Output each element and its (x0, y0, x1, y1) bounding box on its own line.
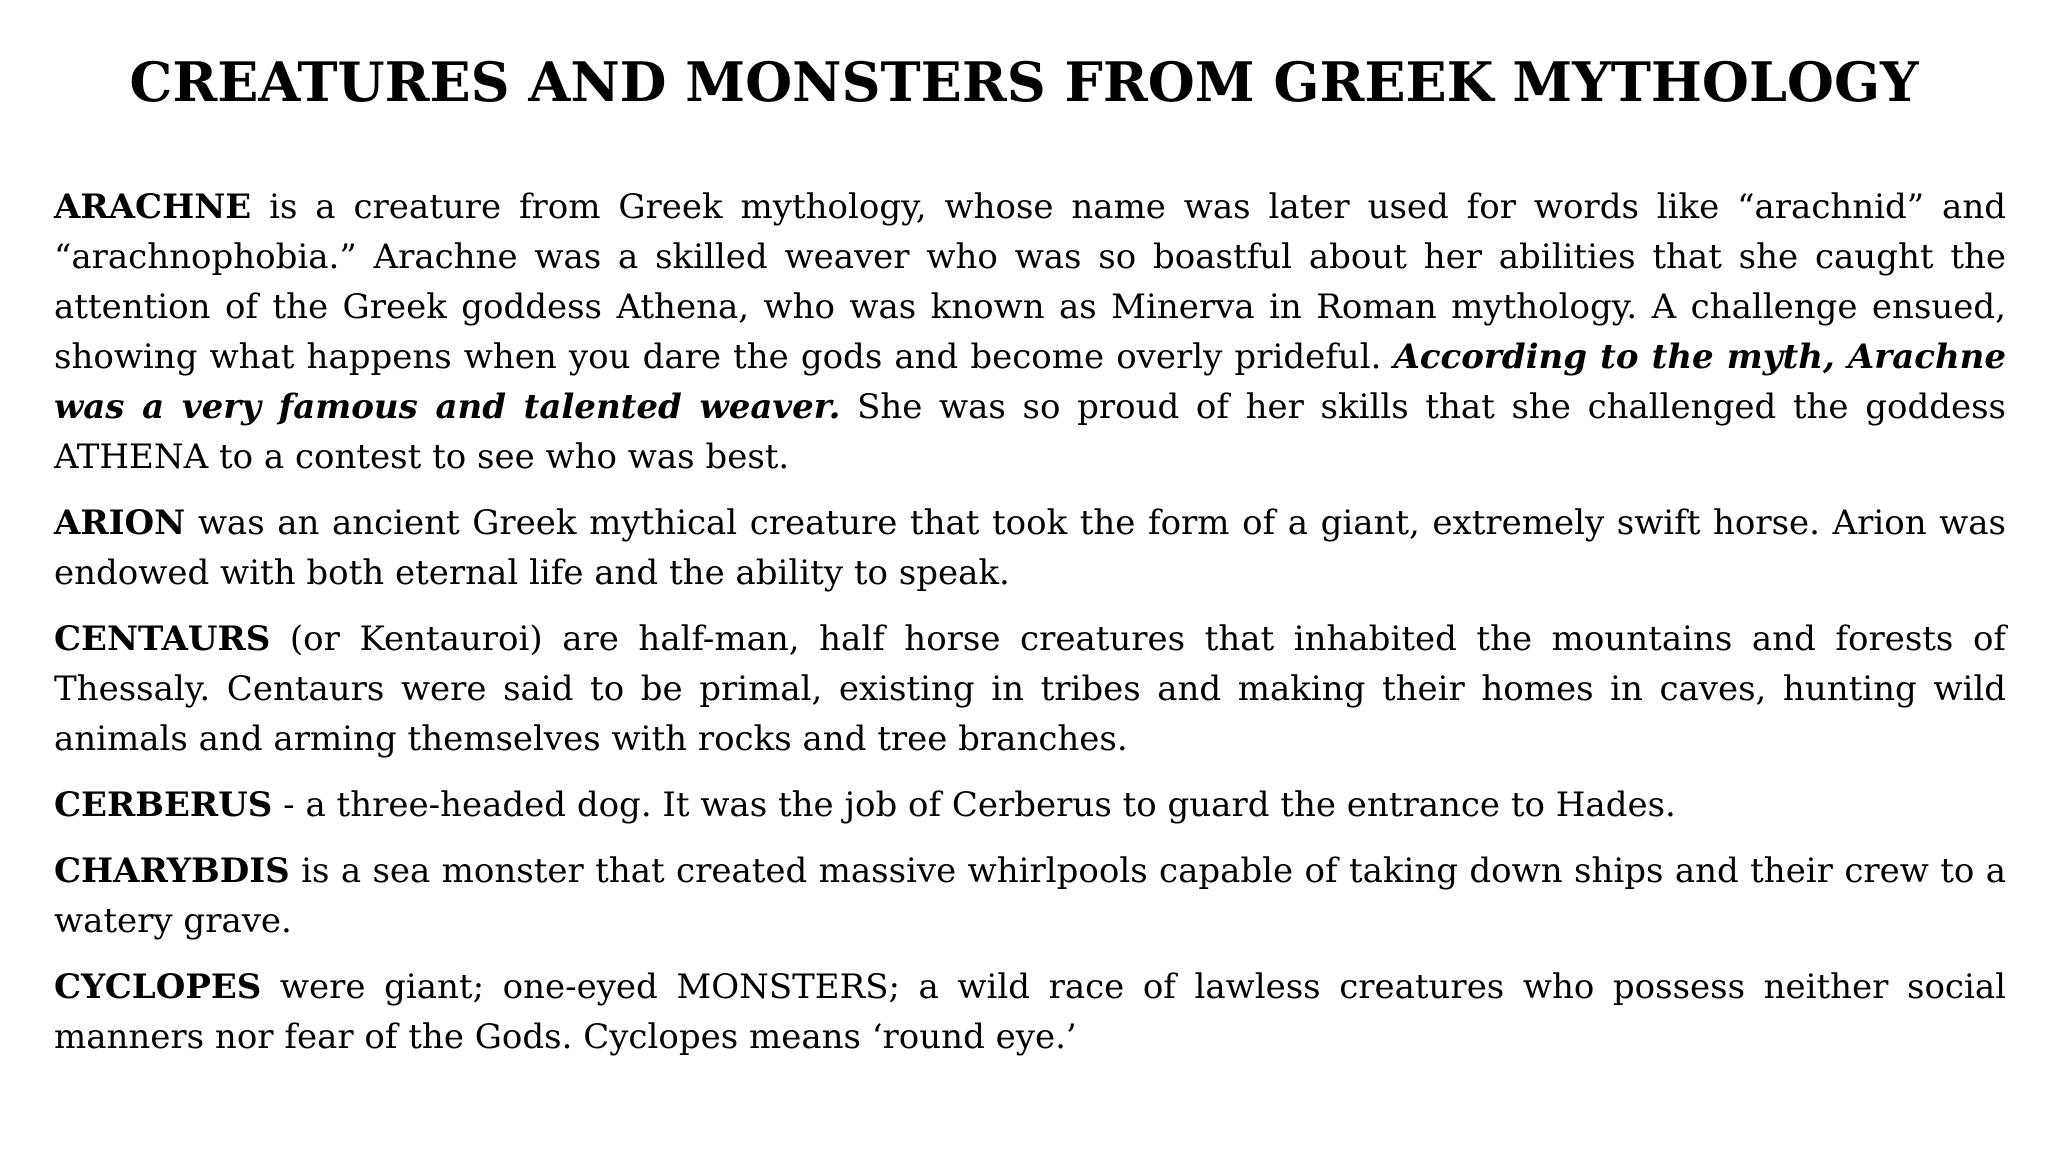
entry-name-cerberus: CERBERUS (54, 785, 273, 825)
entry-emphasis-arachne: According to the myth, Arachne was a very famous and talented weaver. (54, 337, 2007, 427)
entry-name-centaurs: CENTAURS (54, 619, 271, 659)
entry-arion (54, 498, 2006, 598)
entry-text-arachne-part-2: She was so proud of her skills that she challenged the goddess ATHENA to a contest to see who was best. (54, 387, 2006, 477)
entry-cyclopes (54, 962, 2006, 1062)
entry-text-arachne-part-1: is a creature from Greek mythology, whose name was later used for words like “arachnid” and “arachnophobia.” Arachne was a skilled weaver who was so boastful about her abilities that she caught the attention of the Greek goddess Athena, who was known as Minerva in Roman mythology. A challenge ensued, showing what happens when you dare the gods and become overly prideful. (54, 187, 2006, 377)
page-title: CREATURES AND MONSTERS FROM GREEK MYTHOLOGY (129, 50, 1919, 114)
entry-name-charybdis: CHARYBDIS (54, 851, 290, 891)
entry-text-cerberus: - a three-headed dog. It was the job of Cerberus to guard the entrance to Hades. (272, 785, 1676, 825)
entry-name-arachne: ARACHNE (54, 187, 252, 227)
entry-arachne (54, 182, 2006, 482)
entry-centaurs (54, 614, 2006, 764)
entry-text-arion: was an ancient Greek mythical creature that took the form of a giant, extremely swift horse. Arion was endowed with both eternal life and the ability to speak. (54, 503, 2006, 593)
entry-text-charybdis: is a sea monster that created massive whirlpools capable of taking down ships and their crew to a watery grave. (54, 851, 2006, 941)
entry-text-cyclopes: were giant; one-eyed MONSTERS; a wild race of lawless creatures who possess neither social manners nor fear of the Gods. Cyclopes means ‘round eye.’ (54, 967, 2006, 1057)
entry-cerberus (54, 780, 2006, 830)
entry-list (54, 182, 2006, 1078)
entry-name-cyclopes: CYCLOPES (54, 967, 262, 1007)
entry-charybdis (54, 846, 2006, 946)
entry-name-arion: ARION (54, 503, 186, 543)
entry-text-centaurs: (or Kentauroi) are half-man, half horse creatures that inhabited the mountains and forests of Thessaly. Centaurs were said to be primal, existing in tribes and making their homes in caves, hunting wild animals and arming themselves with rocks and tree branches. (54, 619, 2006, 759)
